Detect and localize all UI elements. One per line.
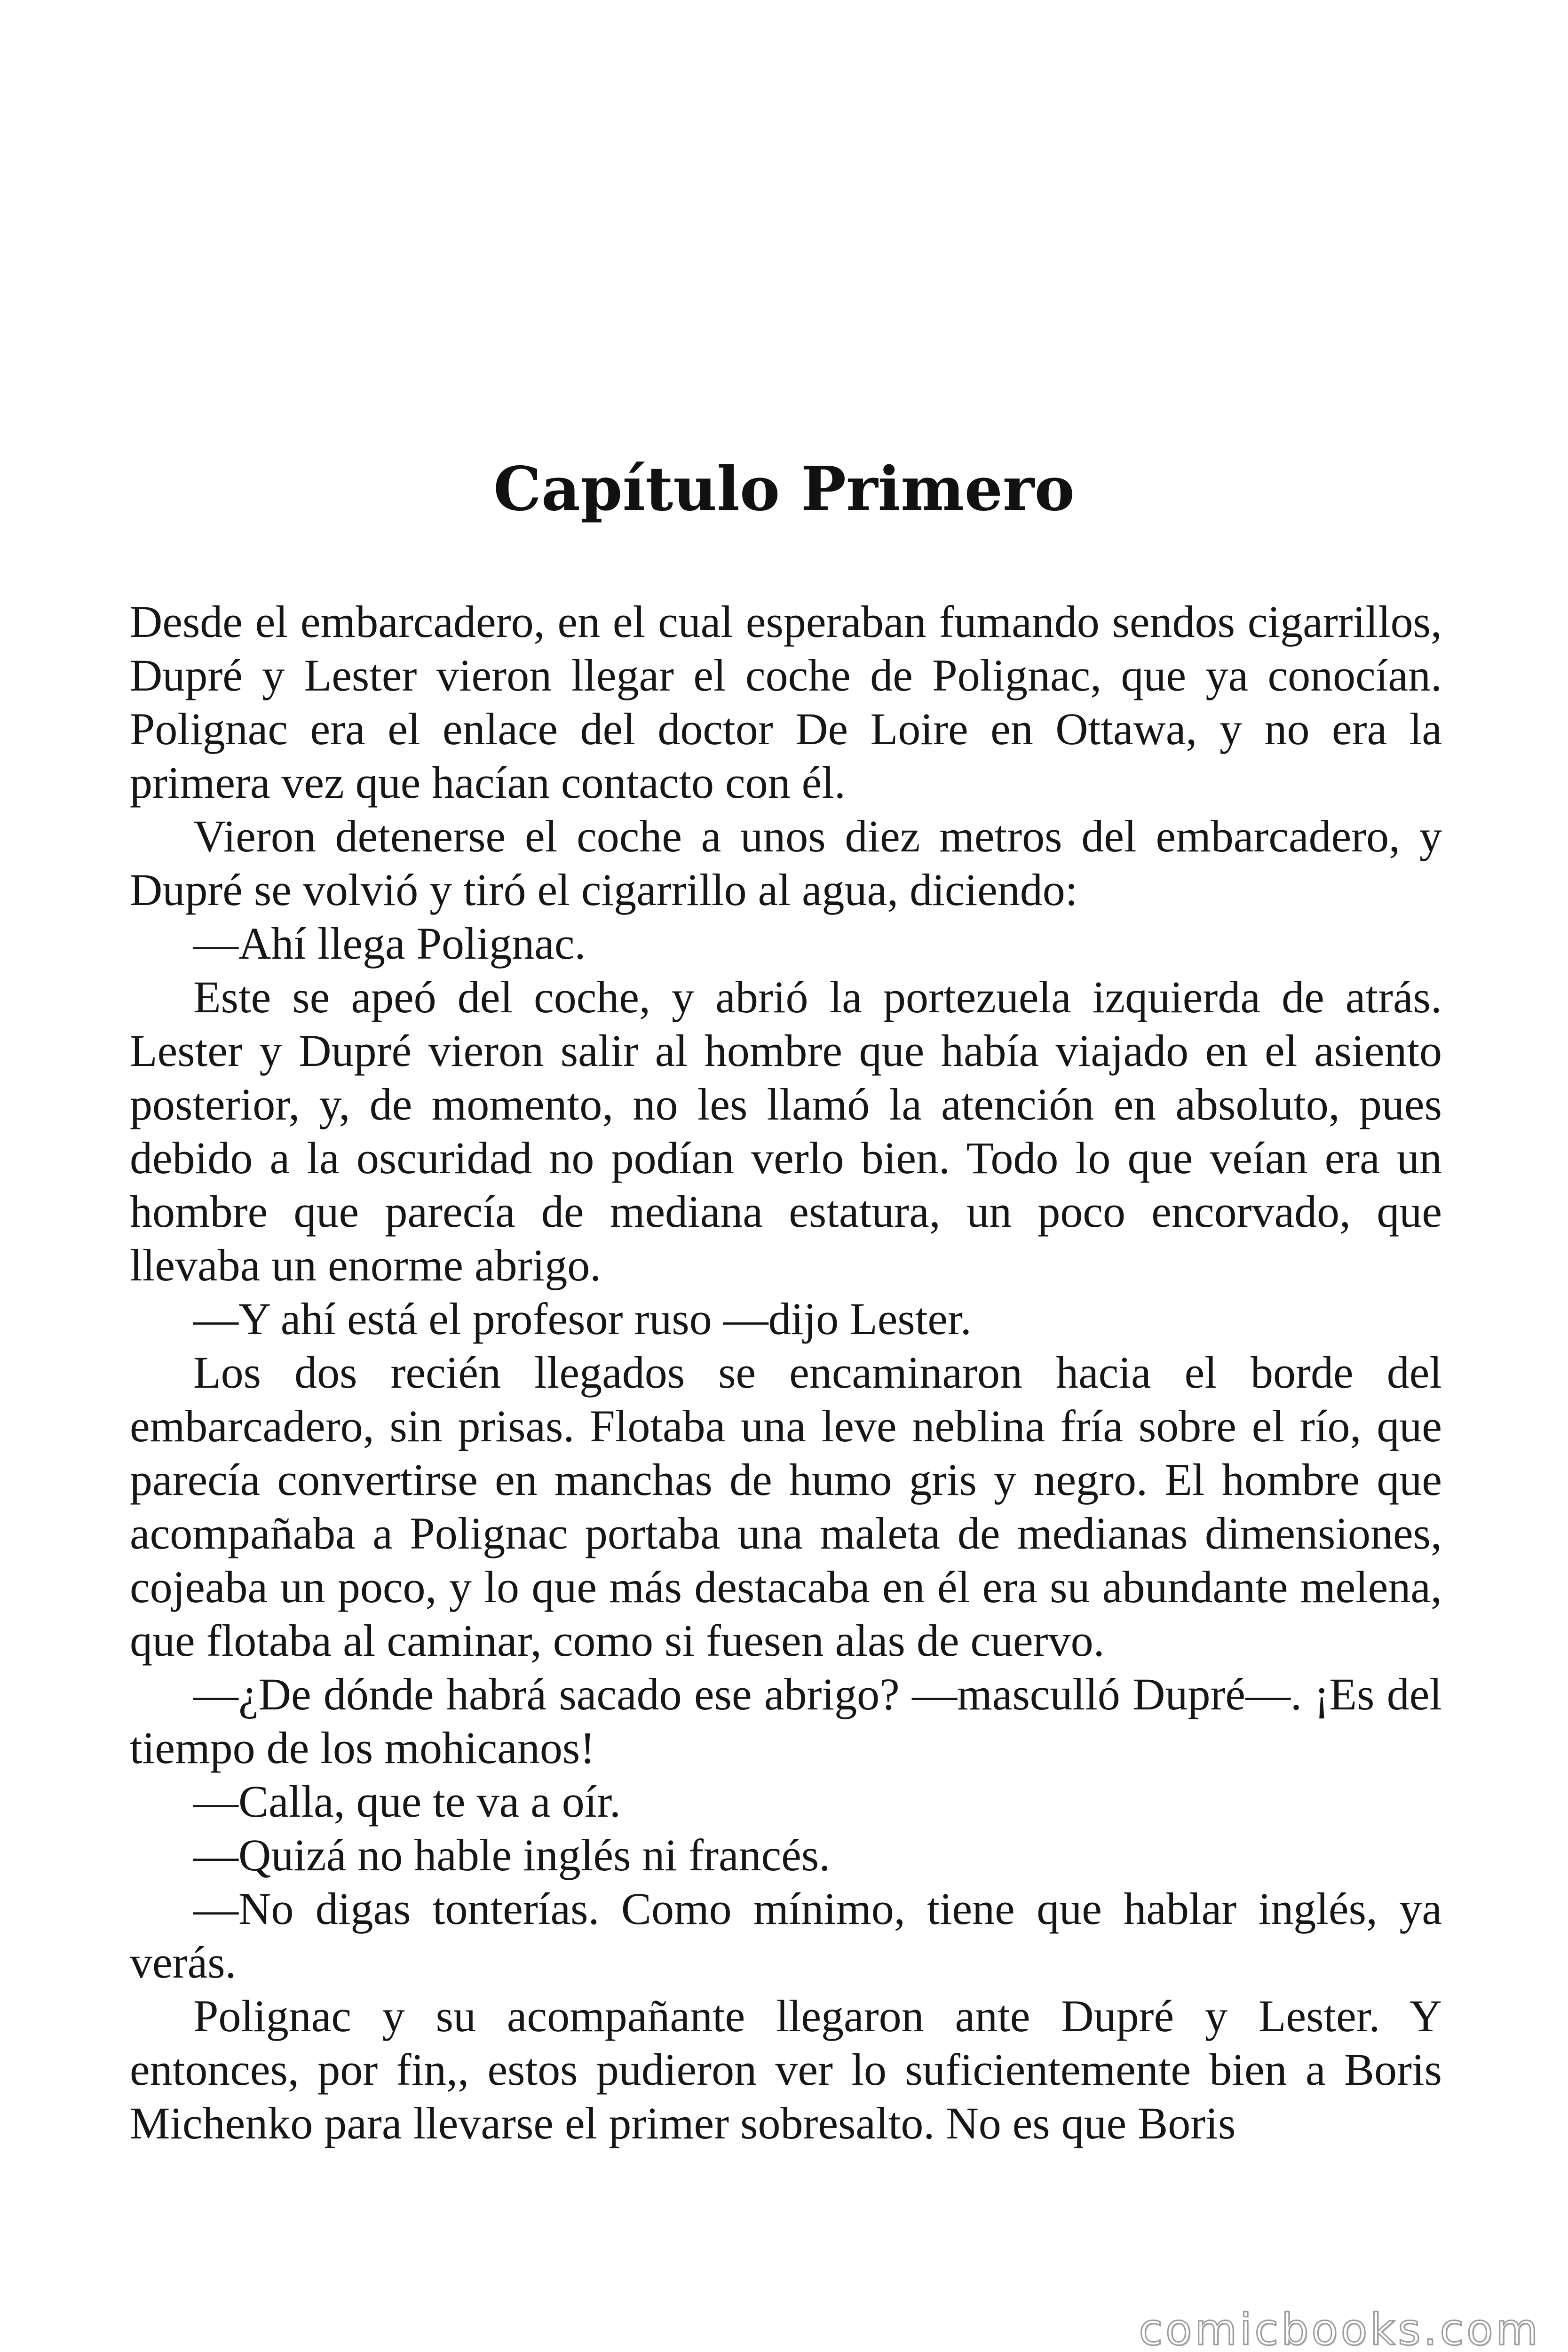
paragraph: Los dos recién llegados se encaminaron hacia el borde del embarcadero, sin prisas. Flotaba una leve neblina fría sobre el río, que parecía convertirse en manchas de humo gris y negro. El hombre que acompañaba a Polignac portaba una maleta de medianas dimensiones, cojeaba un poco, y lo que más destacaba en él era su abundante melena, que flotaba al caminar, como si fuesen alas de cuervo. — [130, 1347, 1442, 1666]
paragraph: Polignac y su acompañante llegaron ante Dupré y Lester. Y entonces, por fin,, estos pudieron ver lo suficientemente bien a Boris Michenko para llevarse el primer sobresalto. No es que Boris — [130, 1991, 1442, 2148]
paragraph: Este se apeó del coche, y abrió la portezuela izquierda de atrás. Lester y Dupré vieron salir al hombre que había viajado en el asiento posterior, y, de momento, no les llamó la atención en absoluto, pues debido a la oscuridad no podían verlo bien. Todo lo que veían era un hombre que parecía de mediana estatura, un poco encorvado, que llevaba un enorme abrigo. — [130, 972, 1442, 1290]
paragraph: Vieron detenerse el coche a unos diez metros del embarcadero, y Dupré se volvió y tiró el cigarrillo al agua, diciendo: — [130, 811, 1442, 915]
dialogue-line: —¿De dónde habrá sacado ese abrigo? —masculló Dupré—. ¡Es del tiempo de los mohicanos! — [130, 1669, 1442, 1773]
dialogue-line: —No digas tonterías. Como mínimo, tiene que hablar inglés, ya verás. — [130, 1883, 1442, 1987]
dialogue-line: —Ahí llega Polignac. — [193, 918, 586, 969]
paragraph: Desde el embarcadero, en el cual esperaban fumando sendos cigarrillos, Dupré y Lester vieron llegar el coche de Polignac, que ya conocían. Polignac era el enlace del doctor De Loire en Ottawa, y no era la primera vez que hacían contacto con él. — [130, 596, 1442, 808]
dialogue-line: —Quizá no hable inglés ni francés. — [193, 1830, 831, 1880]
chapter-body — [130, 595, 1442, 2150]
watermark: comicbooks.com — [1139, 2304, 1541, 2352]
dialogue-line: —Calla, que te va a oír. — [193, 1776, 621, 1827]
dialogue-line: —Y ahí está el profesor ruso —dijo Lester. — [193, 1294, 972, 1344]
chapter-title: Capítulo Primero — [493, 454, 1075, 524]
